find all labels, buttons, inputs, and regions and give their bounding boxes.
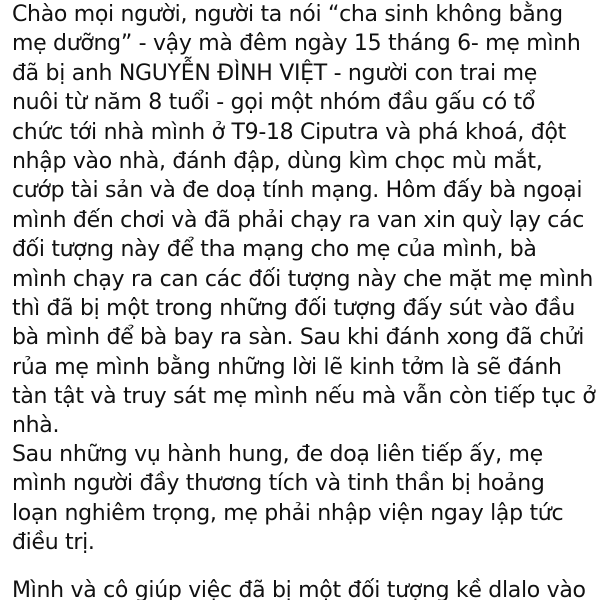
text-line: nhập vào nhà, đánh đập, dùng kìm chọc mù mắt, (12, 148, 543, 174)
text-line: mình chạy ra can các đối tượng này che mặt mẹ mình (12, 266, 594, 292)
paragraph-2 (12, 440, 563, 558)
text-line: mình đến chơi và đã phải chạy ra van xin quỳ lạy các (12, 207, 585, 233)
paragraph-1 (12, 0, 596, 441)
text-line: Sau những vụ hành hung, đe doạ liên tiếp ấy, mẹ (12, 442, 543, 467)
text-line: bà mình để bà bay ra sàn. Sau khi đánh xong đã chửi (12, 325, 585, 351)
text-line: Chào mọi người, người ta nói “cha sinh không bằng (12, 2, 563, 27)
text-line: đối tượng này để tha mạng cho mẹ của mình, bà (12, 237, 537, 263)
text-line: điều trị. (12, 530, 95, 556)
paragraph-3 (12, 576, 586, 600)
text-line: mẹ dưỡng” - vậy mà đêm ngày 15 tháng 6- mẹ mình (12, 31, 581, 57)
text-line: nhà. (12, 413, 60, 439)
text-line: đã bị anh NGUYỄN ĐÌNH VIỆT - người con trai mẹ (12, 60, 537, 86)
text-line: cướp tài sản và đe doạ tính mạng. Hôm đấy bà ngoại (12, 178, 583, 204)
text-line: thì đã bị một trong những đối tượng đấy sút vào đầu (12, 295, 575, 321)
text-line: Mình và cô giúp việc đã bị một đối tượng kề dlalo vào (12, 578, 586, 600)
text-line: rủa mẹ mình bằng những lời lẽ kinh tởm là sẽ đánh (12, 354, 562, 380)
text-line: mình người đầy thương tích và tinh thần bị hoảng (12, 471, 545, 497)
text-line: tàn tật và truy sát mẹ mình nếu mà vẫn còn tiếp tục ở (12, 384, 596, 410)
text-line: chức tới nhà mình ở T9-18 Ciputra và phá khoá, đột (12, 119, 566, 145)
text-line: loạn nghiêm trọng, mẹ phải nhập viện ngay lập tức (12, 500, 564, 526)
text-line: nuôi từ năm 8 tuổi - gọi một nhóm đầu gấu có tổ (12, 90, 536, 116)
